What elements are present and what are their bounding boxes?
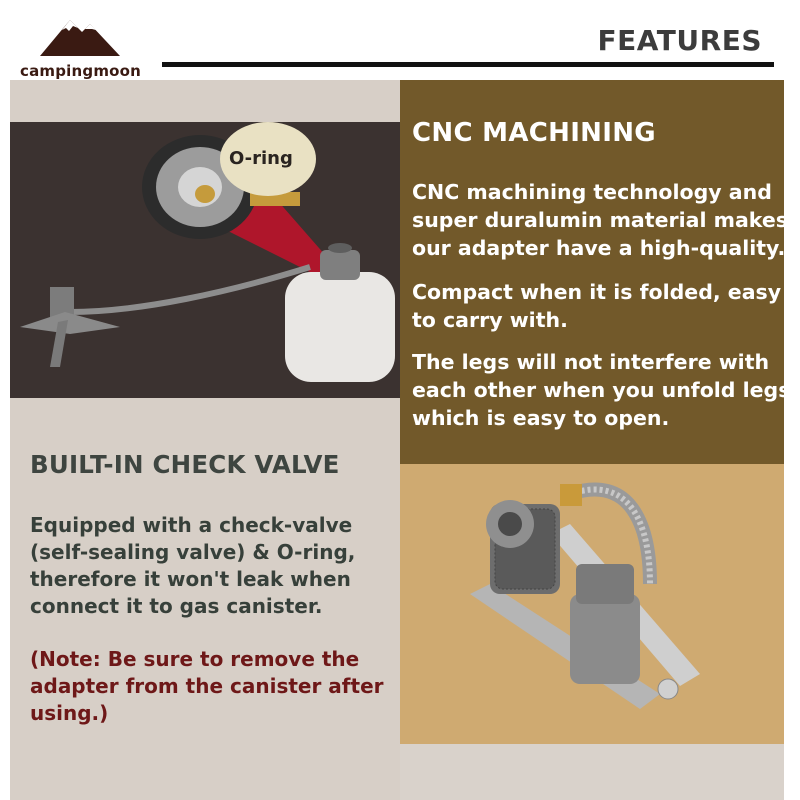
adapter-photo: [10, 122, 400, 398]
text-line: therefore it won't leak when: [30, 567, 351, 591]
text-line: each other when you unfold legs,: [412, 378, 799, 402]
text-line: using.): [30, 701, 109, 725]
page-title: FEATURES: [597, 24, 762, 57]
text-line: super duralumin material makes: [412, 208, 788, 232]
check-valve-heading: BUILT-IN CHECK VALVE: [30, 450, 340, 479]
product-photo-panel: [400, 464, 784, 744]
mountain-logo-icon: [40, 12, 120, 58]
logo-wordmark: campingmoon: [20, 62, 142, 80]
text-line: (self-sealing valve) & O-ring,: [30, 540, 356, 564]
check-valve-paragraph: [30, 512, 355, 620]
text-line: our adapter have a high-quality.: [412, 236, 786, 260]
removal-note: [30, 646, 384, 727]
text-line: adapter from the canister after: [30, 674, 384, 698]
text-line: (Note: Be sure to remove the: [30, 647, 360, 671]
text-line: Equipped with a check-valve: [30, 513, 353, 537]
cnc-paragraph-1: [412, 178, 788, 262]
header-divider: [162, 62, 774, 67]
oring-callout-label: O-ring: [229, 148, 293, 169]
stove-adapter-image: [10, 122, 400, 398]
cnc-heading: CNC MACHINING: [412, 118, 656, 148]
text-line: Compact when it is folded, easy: [412, 280, 782, 304]
cnc-paragraph-2: [412, 278, 788, 334]
folded-adapter-image: [400, 464, 784, 744]
panel-footer-strip: [400, 744, 784, 800]
text-line: to carry with.: [412, 308, 568, 332]
cnc-paragraph-3: [412, 348, 799, 432]
brand-logo: [16, 12, 140, 78]
text-line: which is easy to open.: [412, 406, 670, 430]
text-line: The legs will not interfere with: [412, 350, 770, 374]
text-line: CNC machining technology and: [412, 180, 772, 204]
text-line: connect it to gas canister.: [30, 594, 323, 618]
